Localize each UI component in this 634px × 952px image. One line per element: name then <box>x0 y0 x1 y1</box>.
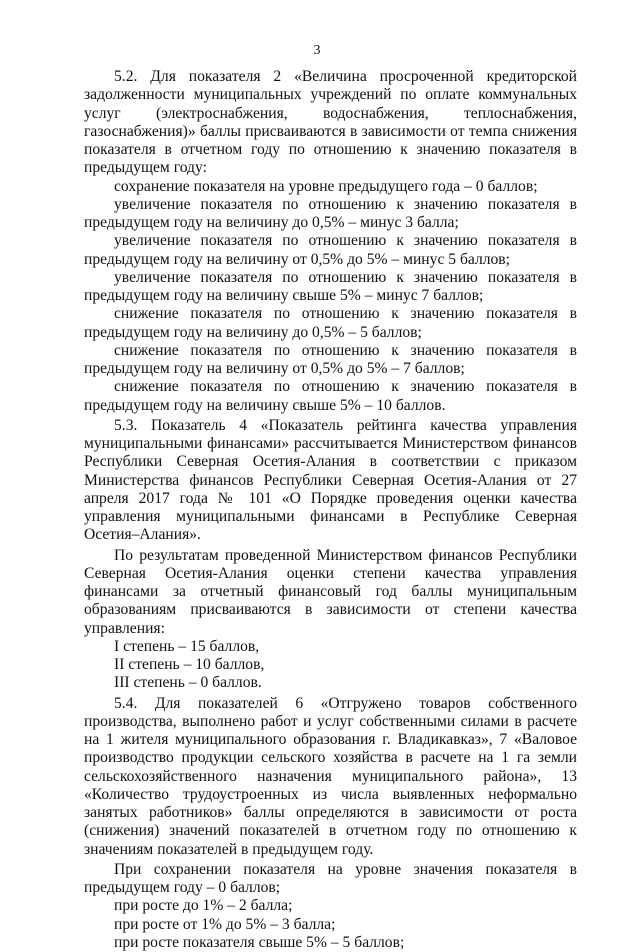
document-body <box>84 68 577 952</box>
list-item: снижение показателя по отношению к значению показателя в предыдущем году на величину свыше 5% – 10 баллов. <box>84 378 577 414</box>
list-item: увеличение показателя по отношению к значению показателя в предыдущем году на величину до 0,5% – минус 3 балла; <box>84 195 577 231</box>
list-item: III степень – 0 баллов. <box>114 674 262 692</box>
list-item: увеличение показателя по отношению к значению показателя в предыдущем году на величину от 0,5% до 5% – минус 5 баллов; <box>84 232 577 268</box>
paragraph-5-2: 5.2. Для показателя 2 «Величина просроченной кредиторской задолженности муниципальных учреждений по оплате коммунальных услуг (электроснабжения, водоснабжения, теплоснабжения, газоснабжения)» баллы присваиваются в зависимости от темпа снижения показателя в отчетном году по отношению к значению показателя в предыдущем году: <box>84 68 577 177</box>
paragraph-5-4: 5.4. Для показателей 6 «Отгружено товаров собственного производства, выполнено работ и услуг собственными силами в расчете на 1 жителя муниципального образования г. Владикавказ», 7 «Валовое производство продукции сельского хозяйства в расчете на 1 га земли сельскохозяйственного назначения муниципального района», 13 «Количество трудоустроенных из числа выявленных неформально занятых работников» баллы определяются в зависимости от роста (снижения) значений показателей в отчетном году по отношению к значениям показателей в предыдущем году. <box>84 694 577 858</box>
list-item: при росте от 1% до 5% – 3 балла; <box>114 915 336 933</box>
list-item: II степень – 10 баллов, <box>114 656 265 673</box>
list-item: при росте до 1% – 2 балла; <box>114 897 293 915</box>
paragraph-results: По результатам проведенной Министерством финансов Республики Северная Осетия-Алания оценки степени качества управления финансами за отчетный финансовый год баллы муниципальным образованиям присваиваются в зависимости от степени качества управления: <box>84 546 577 637</box>
list-item: снижение показателя по отношению к значению показателя в предыдущем году на величину до 0,5% – 5 баллов; <box>84 305 577 341</box>
list-item: снижение показателя по отношению к значению показателя в предыдущем году на величину от 0,5% до 5% – 7 баллов; <box>84 341 577 377</box>
list-item: при росте показателя свыше 5% – 5 баллов; <box>114 933 405 951</box>
paragraph-growth: При сохранении показателя на уровне значения показателя в предыдущем году – 0 баллов; <box>84 860 577 896</box>
list-item: I степень – 15 баллов, <box>114 637 260 655</box>
list-item: увеличение показателя по отношению к значению показателя в предыдущем году на величину свыше 5% – минус 7 баллов; <box>84 268 577 304</box>
list-item: сохранение показателя на уровне предыдущего года – 0 баллов; <box>114 177 538 195</box>
paragraph-5-3: 5.3. Показатель 4 «Показатель рейтинга качества управления муниципальными финансами» рассчитывается Министерством финансов Республики Северная Осетия-Алания в соответствии с приказом Министерства финансов Республики Северная Осетия-Алания от 27 апреля 2017 года № 101 «О Порядке проведения оценки качества управления муниципальными финансами в Республике Северная Осетия–Алания». <box>84 416 577 544</box>
page-number: 3 <box>313 43 321 58</box>
